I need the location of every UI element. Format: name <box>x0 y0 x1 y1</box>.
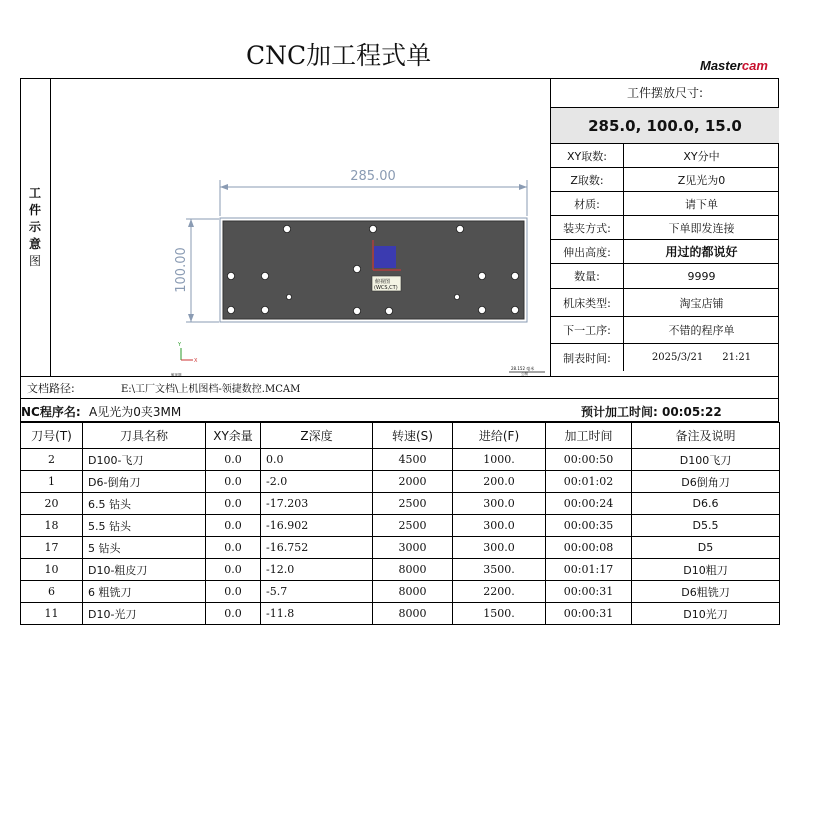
origin-box <box>374 246 396 268</box>
spec-key: XY取数: <box>551 144 624 167</box>
table-header-row <box>21 423 780 449</box>
side-label-char: 件 <box>28 203 41 217</box>
cell-z-depth: -11.8 <box>261 603 373 625</box>
mastercam-logo <box>700 58 768 73</box>
cell-feed: 200.0 <box>453 471 546 493</box>
spec-row <box>551 144 779 168</box>
cell-speed: 8000 <box>373 559 453 581</box>
table-row <box>21 493 780 515</box>
spec-value: 淘宝店铺 <box>679 296 724 310</box>
cell-speed: 3000 <box>373 537 453 559</box>
cell-xy-stock: 0.0 <box>206 515 261 537</box>
cell-time: 00:00:31 <box>546 581 632 603</box>
cell-speed: 2000 <box>373 471 453 493</box>
table-row <box>21 581 780 603</box>
spec-row <box>551 344 779 371</box>
spec-key: 伸出高度: <box>551 240 624 263</box>
cell-z-depth: -5.7 <box>261 581 373 603</box>
spec-value: 用过的都说好 <box>665 245 738 259</box>
origin-label-2: (WCS,CT) <box>374 285 398 291</box>
page-title: CNC加工程式单 <box>246 41 432 70</box>
cell-z-depth: -12.0 <box>261 559 373 581</box>
cell-tool-number: 20 <box>21 493 83 515</box>
height-dim-label: 100.00 <box>174 247 189 293</box>
view-label: 俯视图 <box>171 373 182 377</box>
cell-z-depth: -17.203 <box>261 493 373 515</box>
cell-note: D10光刀 <box>632 603 780 625</box>
drawing-svg <box>51 78 550 377</box>
hole <box>261 272 268 279</box>
side-label-char: 意 <box>28 237 41 251</box>
cell-tool-number: 10 <box>21 559 83 581</box>
cell-note: D6.6 <box>632 493 780 515</box>
program-name: A见光为0夹3MM <box>89 405 182 419</box>
hole <box>353 265 360 272</box>
cell-speed: 8000 <box>373 603 453 625</box>
cell-time: 00:00:35 <box>546 515 632 537</box>
cell-note: D5 <box>632 537 780 559</box>
cell-xy-stock: 0.0 <box>206 471 261 493</box>
spec-value: XY分中 <box>683 149 720 163</box>
cell-time: 00:01:17 <box>546 559 632 581</box>
cell-note: D100飞刀 <box>632 449 780 471</box>
cell-tool-number: 1 <box>21 471 83 493</box>
hole <box>227 306 234 313</box>
cell-tool-name: 5 钻头 <box>83 537 206 559</box>
cell-z-depth: 0.0 <box>261 449 373 471</box>
spec-key: 机床类型: <box>551 289 624 316</box>
cell-tool-name: 6.5 钻头 <box>83 493 206 515</box>
hole <box>478 272 485 279</box>
spec-row <box>551 192 779 216</box>
spec-row <box>551 264 779 289</box>
hole <box>454 294 459 299</box>
estimated-time: 预计加工时间: 00:05:22 <box>581 405 722 419</box>
cell-time: 00:00:31 <box>546 603 632 625</box>
col-header: XY余量 <box>206 423 261 449</box>
col-header: 转速(S) <box>373 423 453 449</box>
cell-tool-number: 2 <box>21 449 83 471</box>
cell-speed: 2500 <box>373 493 453 515</box>
hole <box>286 294 291 299</box>
cell-tool-number: 6 <box>21 581 83 603</box>
side-label-char: 图 <box>28 254 41 268</box>
logo-text: Master <box>700 58 742 73</box>
cell-tool-name: D10-粗皮刀 <box>83 559 206 581</box>
scale-label: 28.152 毫米 <box>511 366 535 371</box>
hole <box>261 306 268 313</box>
cell-feed: 300.0 <box>453 493 546 515</box>
specs-dimensions: 285.0, 100.0, 15.0 <box>551 108 779 144</box>
cell-tool-name: D10-光刀 <box>83 603 206 625</box>
origin-label-1: 俯视图 <box>375 279 391 285</box>
program-row <box>20 399 779 422</box>
hole <box>456 225 463 232</box>
spec-row <box>551 216 779 240</box>
width-arrow-left <box>220 184 228 190</box>
cell-z-depth: -2.0 <box>261 471 373 493</box>
spec-value: 下单即发连接 <box>668 221 735 235</box>
spec-value: Z见光为0 <box>677 173 726 187</box>
cell-tool-name: 6 粗铣刀 <box>83 581 206 603</box>
cell-speed: 2500 <box>373 515 453 537</box>
cell-tool-number: 17 <box>21 537 83 559</box>
file-path-value: E:\工厂文档\上机图档-领捷数控.MCAM <box>121 384 301 395</box>
gnomon-x-label: X <box>194 358 198 364</box>
cell-xy-stock: 0.0 <box>206 537 261 559</box>
cell-time: 00:00:08 <box>546 537 632 559</box>
cell-feed: 3500. <box>453 559 546 581</box>
spec-key: 装夹方式: <box>551 216 624 239</box>
file-path-label: 文档路径: <box>27 382 75 395</box>
cell-tool-name: D100-飞刀 <box>83 449 206 471</box>
table-row <box>21 537 780 559</box>
cell-xy-stock: 0.0 <box>206 559 261 581</box>
cell-tool-name: D6-倒角刀 <box>83 471 206 493</box>
hole <box>385 307 392 314</box>
cell-z-depth: -16.752 <box>261 537 373 559</box>
side-label-char: 工 <box>28 186 41 200</box>
tools-table <box>20 422 780 625</box>
cell-speed: 4500 <box>373 449 453 471</box>
cell-note: D10粗刀 <box>632 559 780 581</box>
spec-value: 请下单 <box>685 197 718 211</box>
col-header: 备注及说明 <box>632 423 780 449</box>
scale-sub: 公制 <box>521 372 528 376</box>
cell-note: D6倒角刀 <box>632 471 780 493</box>
workpiece-drawing <box>51 78 550 377</box>
hole <box>283 225 290 232</box>
side-label-char: 示 <box>28 220 41 234</box>
cell-xy-stock: 0.0 <box>206 581 261 603</box>
cell-feed: 300.0 <box>453 537 546 559</box>
cell-xy-stock: 0.0 <box>206 493 261 515</box>
spec-value: 不错的程序单 <box>668 324 735 337</box>
hole <box>511 306 518 313</box>
cell-note: D6粗铣刀 <box>632 581 780 603</box>
spec-row <box>551 240 779 264</box>
col-header: 加工时间 <box>546 423 632 449</box>
cell-tool-name: 5.5 钻头 <box>83 515 206 537</box>
spec-key: 制表时间: <box>551 344 624 371</box>
height-arrow-bottom <box>188 314 194 322</box>
spec-key: Z取数: <box>551 168 624 191</box>
gnomon-y-label: Y <box>178 342 182 348</box>
col-header: Z深度 <box>261 423 373 449</box>
hole <box>227 272 234 279</box>
cell-time: 00:01:02 <box>546 471 632 493</box>
height-arrow-top <box>188 219 194 227</box>
cell-feed: 2200. <box>453 581 546 603</box>
table-row <box>21 449 780 471</box>
logo-accent: cam <box>741 58 768 73</box>
cell-speed: 8000 <box>373 581 453 603</box>
cell-feed: 1000. <box>453 449 546 471</box>
spec-value: 9999 <box>687 269 716 283</box>
width-arrow-right <box>519 184 527 190</box>
spec-key: 数量: <box>551 264 624 288</box>
cell-note: D5.5 <box>632 515 780 537</box>
col-header: 刀号(T) <box>21 423 83 449</box>
width-dim-label: 285.00 <box>350 169 396 184</box>
spec-row <box>551 317 779 344</box>
hole <box>369 225 376 232</box>
hole <box>353 307 360 314</box>
side-label <box>20 78 51 377</box>
table-row <box>21 559 780 581</box>
cell-feed: 300.0 <box>453 515 546 537</box>
file-path-row <box>20 376 779 399</box>
cell-tool-number: 18 <box>21 515 83 537</box>
spec-row <box>551 289 779 317</box>
cell-xy-stock: 0.0 <box>206 603 261 625</box>
cell-feed: 1500. <box>453 603 546 625</box>
hole <box>511 272 518 279</box>
specs-header: 工件摆放尺寸: <box>551 78 779 108</box>
col-header: 进给(F) <box>453 423 546 449</box>
table-row <box>21 515 780 537</box>
specs-panel <box>550 78 779 377</box>
table-row <box>21 471 780 493</box>
spec-row <box>551 168 779 192</box>
cell-time: 00:00:24 <box>546 493 632 515</box>
col-header: 刀具名称 <box>83 423 206 449</box>
spec-value: 2025/3/21 21:21 <box>651 352 752 363</box>
table-row <box>21 603 780 625</box>
cell-xy-stock: 0.0 <box>206 449 261 471</box>
program-label: NC程序名: <box>21 405 81 419</box>
cell-z-depth: -16.902 <box>261 515 373 537</box>
hole <box>478 306 485 313</box>
cell-time: 00:00:50 <box>546 449 632 471</box>
spec-key: 下一工序: <box>551 317 624 343</box>
cell-tool-number: 11 <box>21 603 83 625</box>
spec-key: 材质: <box>551 192 624 215</box>
